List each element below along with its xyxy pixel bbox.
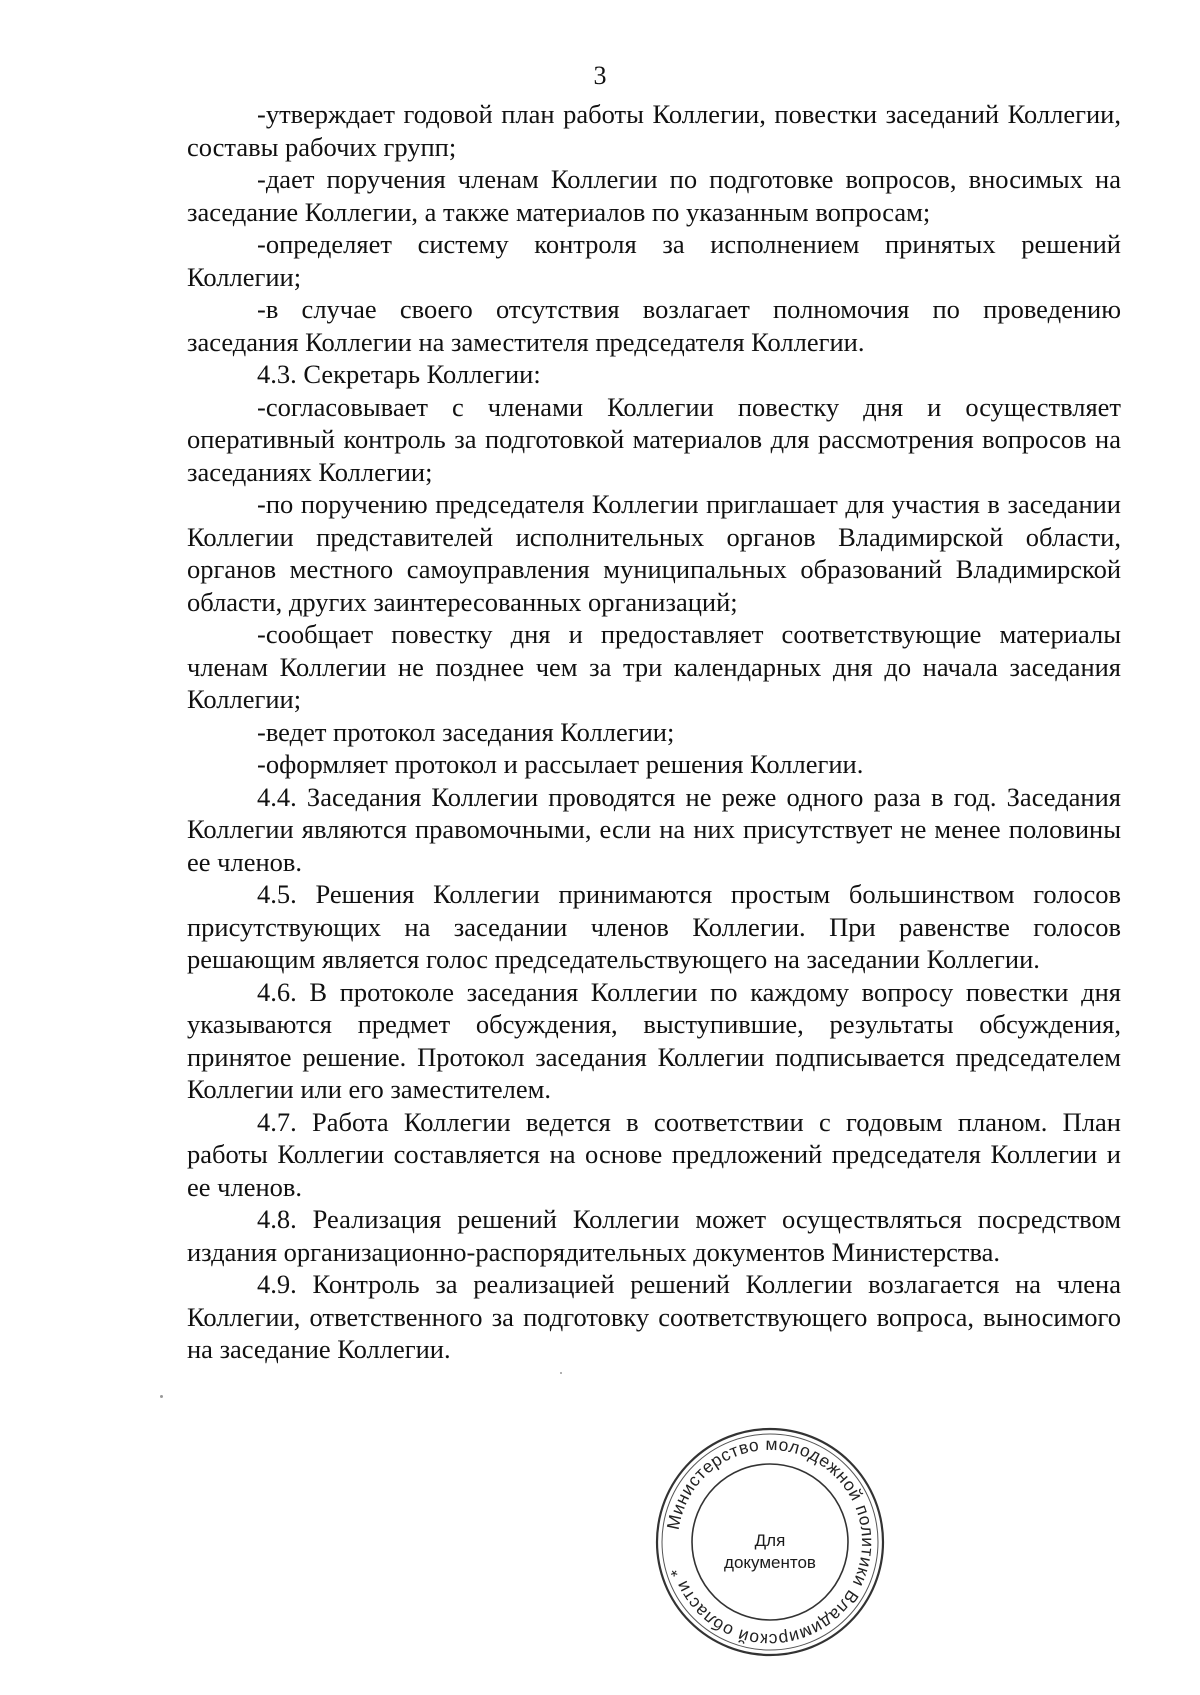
paragraph: -по поручению председателя Коллегии приглашает для участия в заседании Коллегии представителей исполнительных органов Владимирской области, органов местного самоуправления муниципальных образований Владимирской области, других заинтересованных организаций; [187, 489, 1121, 617]
paragraph: -дает поручения членам Коллегии по подготовке вопросов, вносимых на заседание Коллегии, а также материалов по указанным вопросам; [187, 164, 1121, 227]
scan-speck [160, 1395, 163, 1398]
paragraph: -согласовывает с членами Коллегии повестку дня и осуществляет оперативный контроль за подготовкой материалов для рассмотрения вопросов на заседаниях Коллегии; [187, 391, 1121, 487]
stamp-center-line: документов [724, 1553, 816, 1572]
paragraph: -ведет протокол заседания Коллегии; [257, 716, 675, 747]
section-heading: 4.3. Секретарь Коллегии: [257, 359, 541, 389]
official-stamp [650, 1422, 890, 1662]
paragraph: 4.4. Заседания Коллегии проводятся не реже одного раза в год. Заседания Коллегии являются правомочными, если на них присутствует не менее половины ее членов. [187, 781, 1121, 877]
document-body [187, 98, 1121, 1366]
paragraph: -сообщает повестку дня и предоставляет соответствующие материалы членам Коллегии не позднее чем за три календарных дня до начала заседания Коллегии; [187, 619, 1121, 714]
paragraph: 4.5. Решения Коллегии принимаются простым большинством голосов присутствующих на заседании членов Коллегии. При равенстве голосов решающим является голос председательствующего на заседании Коллегии. [187, 879, 1121, 974]
stamp-center-line: Для [754, 1531, 786, 1550]
scan-speck [560, 1372, 562, 1374]
stamp-center-text [650, 1530, 890, 1574]
paragraph: -определяет систему контроля за исполнением принятых решений Коллегии; [187, 229, 1121, 292]
paragraph: 4.6. В протоколе заседания Коллегии по каждому вопросу повестки дня указываются предмет обсуждения, выступившие, результаты обсуждения, принятое решение. Протокол заседания Коллегии подписывается председателем Коллегии или его заместителем. [187, 976, 1121, 1104]
stamp-ring-text: Министерство молодежной политики Владимирской области * [662, 1433, 879, 1651]
paragraph: -в случае своего отсутствия возлагает полномочия по проведению заседания Коллегии на заместителя председателя Коллегии. [187, 294, 1121, 357]
paragraph: 4.7. Работа Коллегии ведется в соответствии с годовым планом. План работы Коллегии составляется на основе предложений председателя Коллегии и ее членов. [187, 1106, 1121, 1202]
paragraph: 4.8. Реализация решений Коллегии может осуществляться посредством издания организационно-распорядительных документов Министерства. [187, 1204, 1121, 1267]
paragraph: -оформляет протокол и рассылает решения Коллегии. [257, 749, 864, 779]
paragraph: 4.9. Контроль за реализацией решений Коллегии возлагается на члена Коллегии, ответственного за подготовку соответствующего вопроса, выносимого на заседание Коллегии. [187, 1269, 1121, 1364]
page-number: 3 [593, 61, 607, 90]
paragraph: -утверждает годовой план работы Коллегии, повестки заседаний Коллегии, составы рабочих групп; [187, 99, 1121, 162]
